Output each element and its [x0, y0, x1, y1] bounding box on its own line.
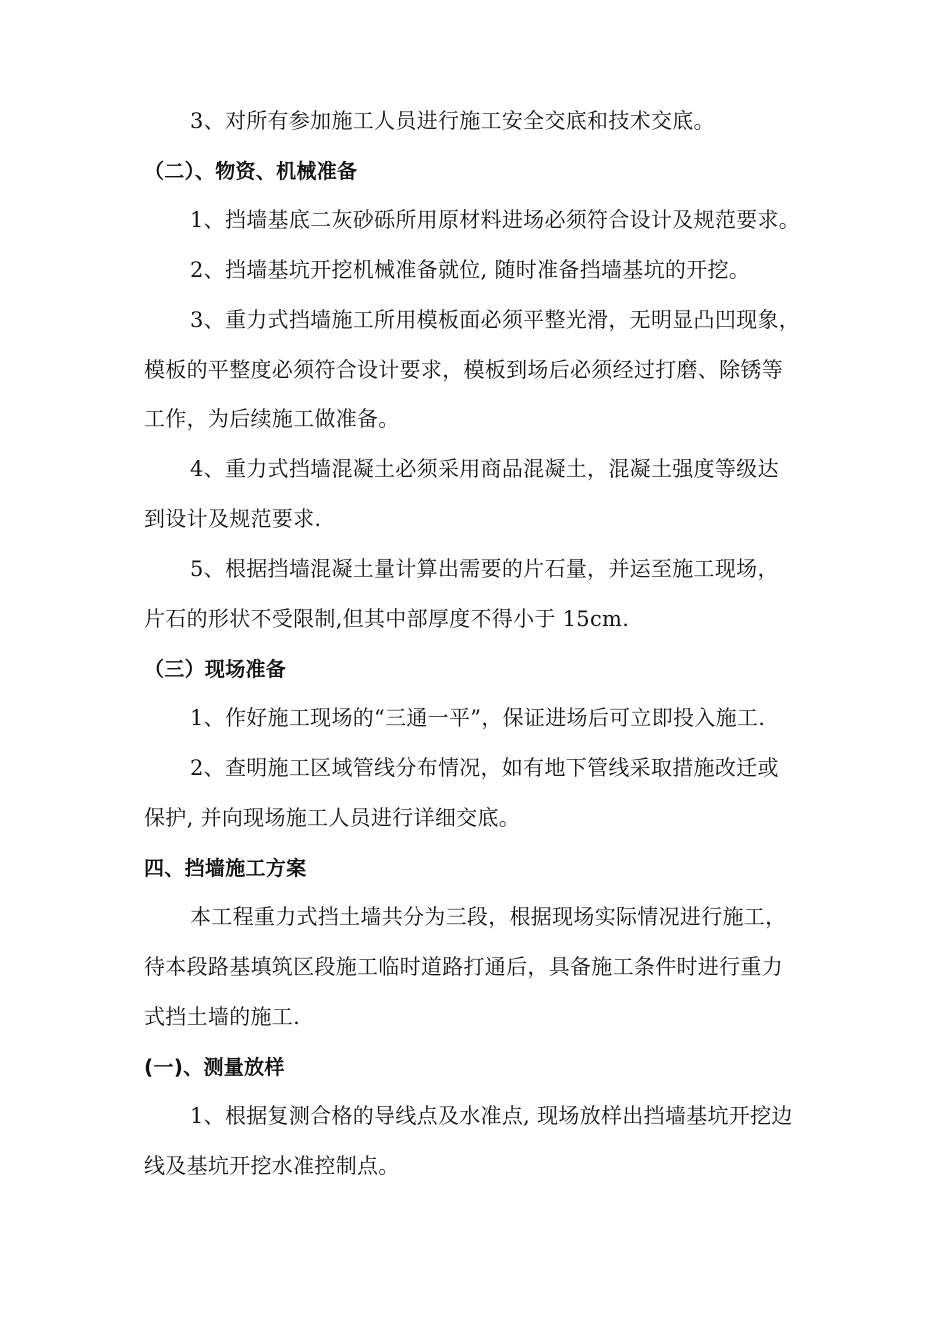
paragraph-line: 式挡土墙的施工. [144, 1005, 301, 1029]
paragraph-line: 片石的形状不受限制,但其中部厚度不得小于 15cm. [144, 607, 630, 631]
paragraph-line: 4、重力式挡墙混凝土必须采用商品混凝土，混凝土强度等级达 [190, 457, 779, 481]
paragraph-line: 1、作好施工现场的“三通一平”，保证进场后可立即投入施工. [190, 706, 766, 730]
paragraph-line: 本工程重力式挡土墙共分为三段，根据现场实际情况进行施工， [190, 905, 787, 929]
paragraph-line: 线及基坑开挖水准控制点。 [144, 1154, 400, 1178]
section-heading: (一)、测量放样 [144, 1055, 285, 1079]
paragraph-line: 1、挡墙基底二灰砂砾所用原材料进场必须符合设计及规范要求。 [190, 208, 801, 232]
section-heading: 四、挡墙施工方案 [144, 856, 307, 880]
paragraph-line: 保护, 并向现场施工人员进行详细交底。 [144, 806, 521, 830]
paragraph-line: 2、挡墙基坑开挖机械准备就位, 随时准备挡墙基坑的开挖。 [190, 258, 751, 282]
section-heading: （三）现场准备 [144, 657, 287, 681]
paragraph-line: 3、重力式挡墙施工所用模板面必须平整光滑，无明显凸凹现象， [190, 308, 801, 332]
paragraph-line: 2、查明施工区域管线分布情况，如有地下管线采取措施改迁或 [190, 756, 779, 780]
paragraph-line: 模板的平整度必须符合设计要求，模板到场后必须经过打磨、除锈等 [144, 358, 783, 382]
paragraph-line: 待本段路基填筑区段施工临时道路打通后，具备施工条件时进行重力 [144, 955, 783, 979]
paragraph-line: 3、对所有参加施工人员进行施工安全交底和技术交底。 [190, 109, 715, 133]
paragraph-line: 到设计及规范要求. [144, 507, 322, 531]
paragraph-line: 1、根据复测合格的导线点及水准点, 现场放样出挡墙基坑开挖边 [190, 1104, 793, 1128]
paragraph-line: 工作，为后续施工做准备。 [144, 407, 400, 431]
section-heading: （二）、物资、机械准备 [144, 159, 358, 183]
paragraph-line: 5、根据挡墙混凝土量计算出需要的片石量，并运至施工现场， [190, 557, 779, 581]
